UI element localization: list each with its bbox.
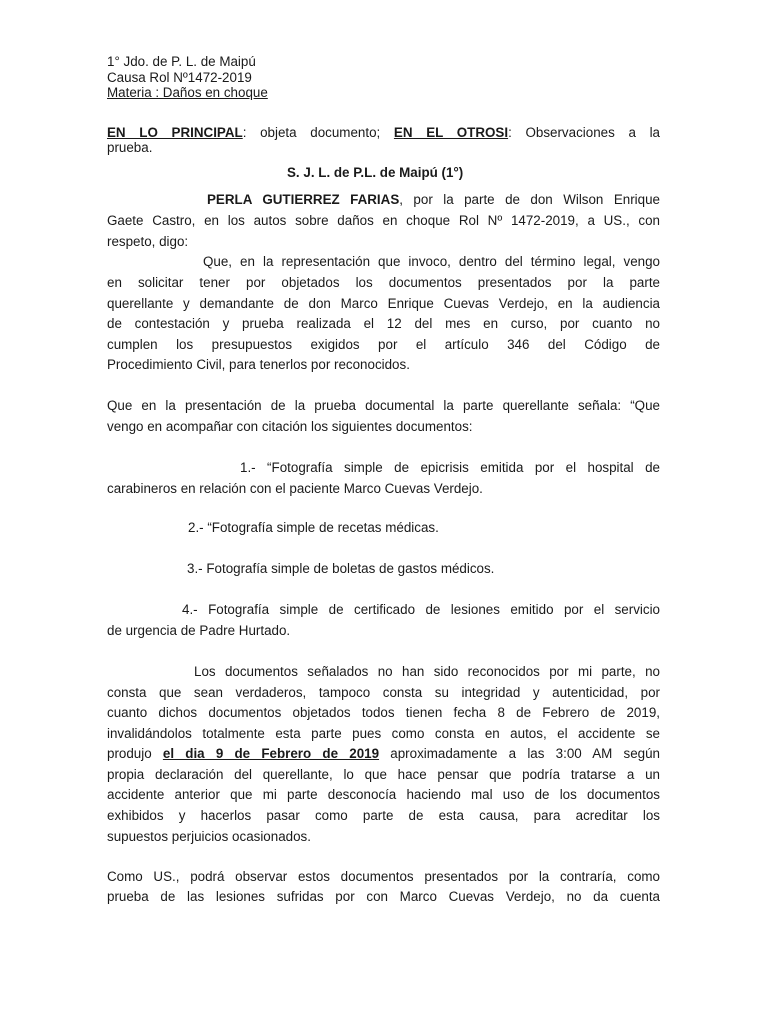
accident-date: el dia 9 de Febrero de 2019 xyxy=(162,746,380,761)
p4-line-2: prueba de las lesiones sufridas por con Marco Cuevas Verdejo, no da cuenta xyxy=(107,889,660,904)
principal-label: EN LO PRINCIPAL xyxy=(107,125,243,140)
p1-line-2: en solicitar tener por objetados los documentos presentados por la parte xyxy=(107,275,660,290)
summary-line-1 xyxy=(107,125,660,141)
list-item-4-line-1: 4.- Fotografía simple de certificado de lesiones emitido por el servicio xyxy=(182,602,660,617)
p3-line-1: Los documentos señalados no han sido reconocidos por mi parte, no xyxy=(194,664,660,679)
p3-line-2: consta que sean verdaderos, tampoco consta su integridad y autenticidad, por xyxy=(107,685,660,700)
p2-line-1: Que en la presentación de la prueba documental la parte querellante señala: “Que xyxy=(107,398,660,413)
case-number-line: Causa Rol Nº1472-2019 xyxy=(107,70,252,85)
intro-line-1: PERLA GUTIERREZ FARIAS, por la parte de don Wilson Enrique xyxy=(207,192,660,207)
court-line: 1° Jdo. de P. L. de Maipú xyxy=(107,54,256,69)
attorney-name: PERLA GUTIERREZ FARIAS xyxy=(207,192,400,207)
p3-line-8: exhibidos y hacerlos pasar como parte de esta causa, para acreditar los xyxy=(107,808,660,823)
p1-line-4: de contestación y prueba realizada el 12 del mes en curso, por cuanto no xyxy=(107,316,660,331)
addressee: S. J. L. de P.L. de Maipú (1°) xyxy=(287,165,464,180)
intro-line-2: Gaete Castro, en los autos sobre daños en choque Rol Nº 1472-2019, a US., con xyxy=(107,213,660,228)
list-item-2: 2.- “Fotografía simple de recetas médicas. xyxy=(188,520,439,535)
summary-line-2: prueba. xyxy=(107,140,153,155)
subject-line: Materia : Daños en choque xyxy=(107,85,268,100)
p1-line-6: Procedimiento Civil, para tenerlos por reconocidos. xyxy=(107,357,410,372)
p1-line-1: Que, en la representación que invoco, dentro del término legal, vengo xyxy=(203,254,660,269)
p3-line-9: supuestos perjuicios ocasionados. xyxy=(107,829,311,844)
p1-line-5: cumplen los presupuestos exigidos por el artículo 346 del Código de xyxy=(107,337,660,352)
p3-line-7: accidente anterior que mi parte desconocía haciendo mal uso de los documentos xyxy=(107,787,660,802)
p3-line-6: propia declaración del querellante, lo que hace pensar que podría tratarse a un xyxy=(107,767,660,782)
p3-line-3: cuanto dichos documentos objetados todos tienen fecha 8 de Febrero de 2019, xyxy=(107,705,660,720)
principal-text: : objeta documento; xyxy=(242,125,394,140)
list-item-1-line-2: carabineros en relación con el paciente Marco Cuevas Verdejo. xyxy=(107,481,483,496)
p4-line-1: Como US., podrá observar estos documentos presentados por la contraría, como xyxy=(107,869,660,884)
p3-line-4: invalidándolos totalmente esta parte pues como consta en autos, el accidente se xyxy=(107,726,660,741)
list-item-1-line-1: 1.- “Fotografía simple de epicrisis emitida por el hospital de xyxy=(240,460,660,475)
otrosi-label: EN EL OTROSI xyxy=(393,125,509,140)
list-item-3: 3.- Fotografía simple de boletas de gastos médicos. xyxy=(187,561,495,576)
p1-line-3: querellante y demandante de don Marco Enrique Cuevas Verdejo, en la audiencia xyxy=(107,296,660,311)
otrosi-text: : Observaciones a la xyxy=(508,125,660,140)
intro-line-3: respeto, digo: xyxy=(107,234,189,249)
p2-line-2: vengo en acompañar con citación los siguientes documentos: xyxy=(107,419,473,434)
list-item-4-line-2: de urgencia de Padre Hurtado. xyxy=(107,623,291,638)
p3-line-5: produjo el dia 9 de Febrero de 2019 aproximadamente a las 3:00 AM según xyxy=(107,746,660,761)
